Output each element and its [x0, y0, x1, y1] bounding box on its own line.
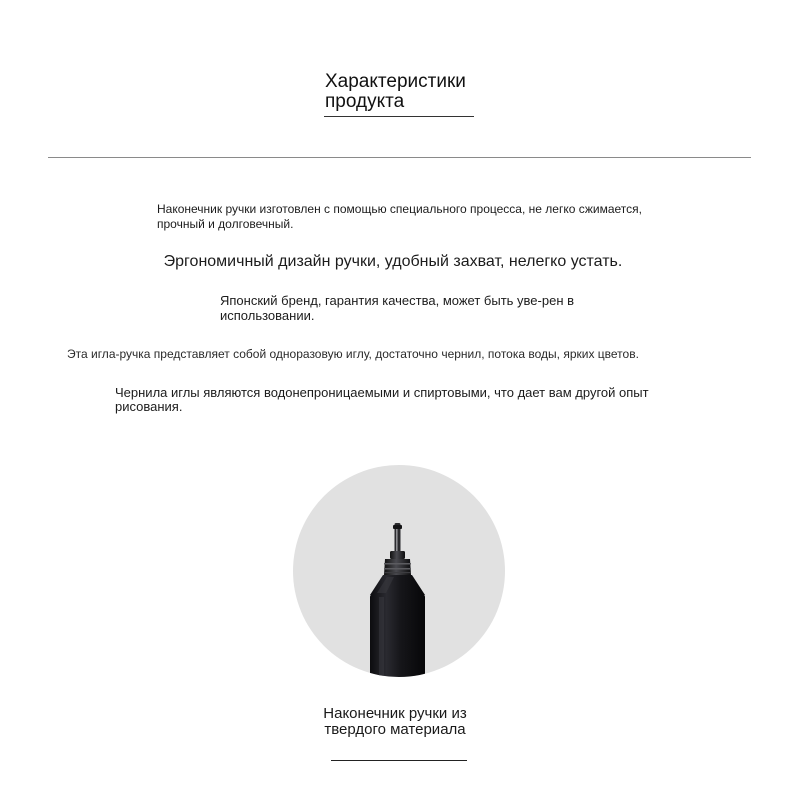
caption-underline: [331, 760, 467, 761]
title-underline: [324, 116, 474, 117]
feature-japanese-brand: Японский бренд, гарантия качества, может быть уве-рен в использовании.: [220, 293, 575, 323]
feature-waterproof-ink: Чернила иглы являются водонепроницаемыми и спиртовыми, что дает вам другой опыт рисования.: [115, 385, 649, 414]
feature-tip-durability: Наконечник ручки изготовлен с помощью специального процесса, не легко сжимается, прочный и долговечный.: [157, 202, 642, 231]
section-divider: [48, 157, 751, 158]
feature-disposable-needle: Эта игла-ручка представляет собой одноразовую иглу, достаточно чернил, потока воды, ярких цветов.: [67, 347, 639, 361]
pen-tip-icon: [293, 465, 505, 677]
feature-ergonomic-design: Эргономичный дизайн ручки, удобный захват, нелегко устать.: [163, 253, 623, 270]
image-caption: Наконечник ручки из твердого материала: [323, 705, 467, 738]
section-title: Характеристики продукта: [325, 71, 466, 112]
product-image: [293, 465, 505, 677]
